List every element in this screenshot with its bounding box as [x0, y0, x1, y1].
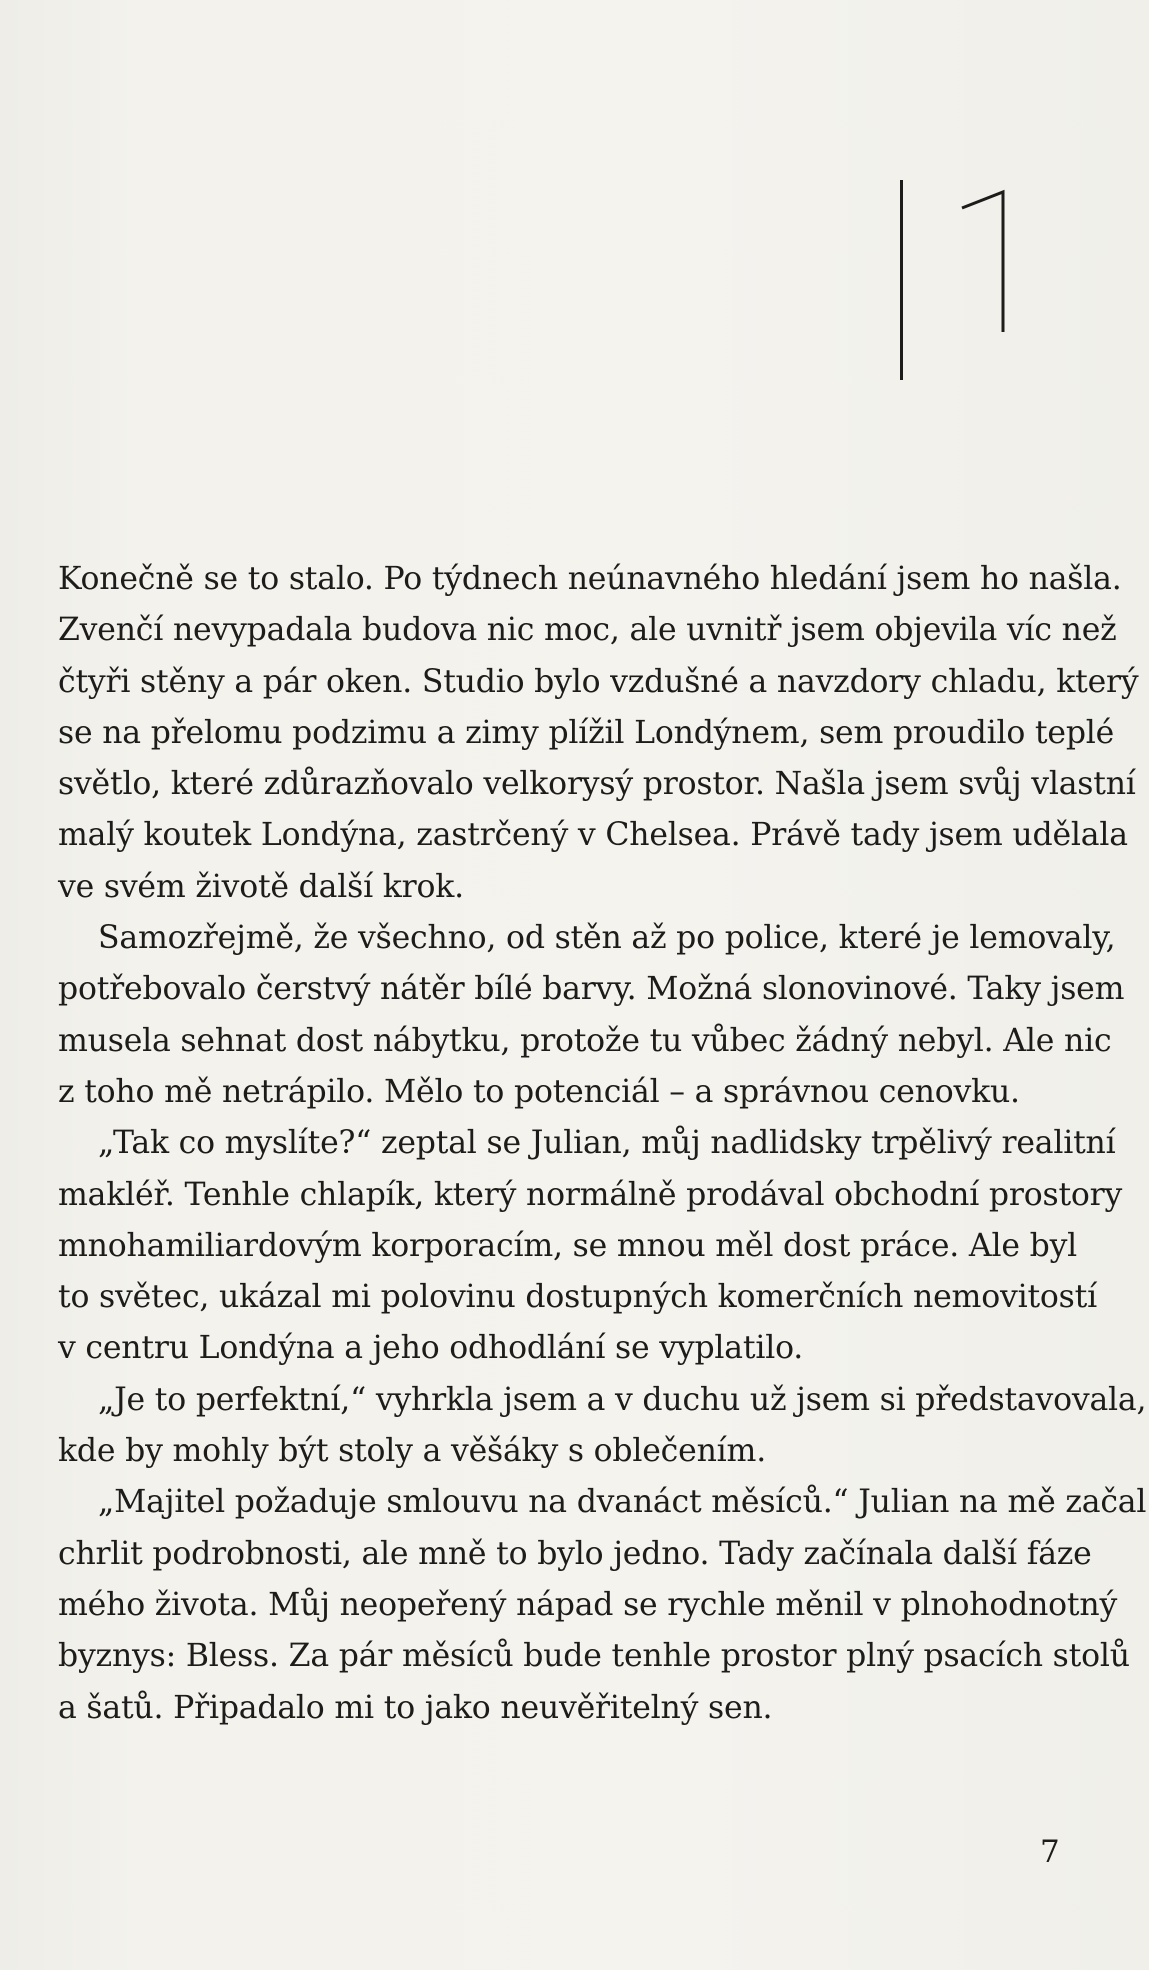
text-line: byznys: Bless. Za pár měsíců bude tenhle prostor plný psacích stolů [58, 1638, 1130, 1675]
text-line: makléř. Tenhle chlapík, který normálně prodával obchodní prostory [58, 1176, 1123, 1213]
text-line: to světec, ukázal mi polovinu dostupných komerčních nemovitostí [58, 1279, 1097, 1316]
text-line: mnohamiliardovým korporacím, se mnou měl dost práce. Ale byl [58, 1227, 1078, 1264]
text-line: „Tak co myslíte?“ zeptal se Julian, můj nadlidsky trpělivý realitní [98, 1125, 1116, 1162]
text-line: z toho mě netrápilo. Mělo to potenciál – a správnou cenovku. [58, 1073, 1020, 1110]
text-line: musela sehnat dost nábytku, protože tu vůbec žádný nebyl. Ale nic [58, 1022, 1112, 1059]
paragraph [58, 554, 1139, 913]
text-line: světlo, které zdůrazňovalo velkorysý prostor. Našla jsem svůj vlastní [58, 766, 1136, 803]
text-line: se na přelomu podzimu a zimy plížil Londýnem, sem proudilo teplé [58, 714, 1115, 751]
text-line: „Je to perfektní,“ vyhrkla jsem a v duchu už jsem si představovala, [98, 1381, 1147, 1418]
paragraph [58, 913, 1125, 1118]
chapter-body-text [58, 554, 1147, 1734]
text-line: mého života. Můj neopeřený nápad se rychle měnil v plnohodnotný [58, 1586, 1118, 1623]
text-line: v centru Londýna a jeho odhodlání se vyplatilo. [58, 1330, 804, 1367]
paragraph [58, 1118, 1123, 1374]
paragraph [58, 1375, 1147, 1478]
chapter-number-glyph [900, 180, 1040, 380]
text-line: malý koutek Londýna, zastrčený v Chelsea. Právě tady jsem udělala [58, 817, 1128, 854]
paragraph [58, 1477, 1147, 1733]
chapter-number [900, 180, 1040, 380]
text-line: ve svém životě další krok. [58, 868, 464, 905]
text-line: čtyři stěny a pár oken. Studio bylo vzdušné a navzdory chladu, který [58, 663, 1139, 700]
text-line: a šatů. Připadalo mi to jako neuvěřitelný sen. [58, 1689, 773, 1726]
page-number: 7 [1040, 1834, 1060, 1870]
text-line: kde by mohly být stoly a věšáky s oblečením. [58, 1433, 767, 1470]
text-line: Zvenčí nevypadala budova nic moc, ale uvnitř jsem objevila víc než [58, 612, 1117, 649]
text-line: chrlit podrobnosti, ale mně to bylo jedno. Tady začínala další fáze [58, 1535, 1092, 1572]
text-line: „Majitel požaduje smlouvu na dvanáct měsíců.“ Julian na mě začal [98, 1484, 1147, 1521]
text-line: potřebovalo čerstvý nátěr bílé barvy. Možná slonovinové. Taky jsem [58, 971, 1125, 1008]
text-line: Konečně se to stalo. Po týdnech neúnavného hledání jsem ho našla. [58, 561, 1122, 597]
text-line: Samozřejmě, že všechno, od stěn až po police, které je lemovaly, [98, 920, 1116, 957]
